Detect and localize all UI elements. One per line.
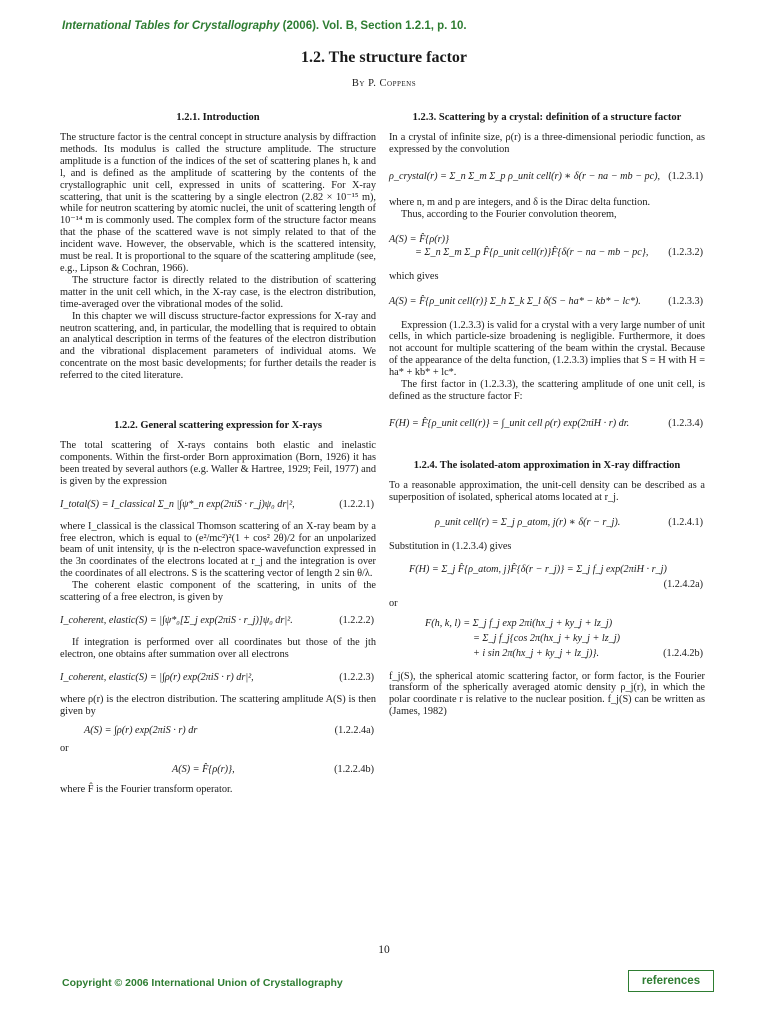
equation-body: I_coherent, elastic(S) = |∫ψ*₀[Σ_j exp(2πiS · r_j)]ψ₀ dr|². [60, 615, 293, 626]
paragraph: where n, m and p are integers, and δ is the Dirac delta function. [389, 196, 651, 208]
paragraph: which gives [389, 270, 439, 282]
equation-1-2-2-2 [60, 614, 376, 627]
equation-number: (1.2.4.1) [668, 516, 703, 528]
equation-1-2-4-2a [389, 563, 705, 590]
paragraph: The structure factor is directly related to the distribution of scattering matter in the unit cell which, in the X-ray case, is the electron distribution, time-averaged over the vibrational modes of the solid. [60, 274, 376, 310]
journal-title: International Tables for Crystallography [62, 20, 280, 32]
section-heading-1-2-4: 1.2.4. The isolated-atom approximation in X-ray diffraction [413, 459, 681, 471]
equation-line: F(h, k, l) = Σ_j f_j exp 2πi(hx_j + ky_j + lz_j) [425, 617, 613, 629]
paragraph: where ρ(r) is the electron distribution. The scattering amplitude A(S) is then given by [60, 693, 376, 717]
author-byline: By P. Coppens [351, 78, 417, 89]
equation-body: ρ_unit cell(r) = Σ_j ρ_atom, j(r) ∗ δ(r − r_j). [435, 516, 621, 528]
section-heading-1-2-3: 1.2.3. Scattering by a crystal: definition of a structure factor [412, 112, 682, 123]
left-column [60, 112, 376, 795]
copyright-notice: Copyright © 2006 International Union of Crystallography [62, 977, 343, 989]
paragraph: If integration is performed over all coordinates but those of the jth electron, one obtains after summation over all electrons [60, 637, 376, 660]
equation-number: (1.2.4.2b) [663, 647, 703, 659]
right-column [389, 112, 705, 718]
equation-1-2-3-1 [389, 170, 705, 183]
equation-body: F(H) = F̂{ρ_unit cell(r)} = ∫_unit cell ρ(r) exp(2πiH · r) dr. [389, 417, 630, 429]
paragraph: Substitution in (1.2.3.4) gives [389, 540, 512, 552]
equation-number: (1.2.3.2) [668, 246, 703, 258]
equation-1-2-3-4 [389, 417, 705, 430]
paragraph: To a reasonable approximation, the unit-cell density can be described as a superposition of isolated, spherical atoms located at r_j. [389, 479, 705, 503]
equation-1-2-2-4a [60, 724, 376, 737]
equation-number: (1.2.3.1) [668, 170, 703, 182]
equation-body: I_total(S) = I_classical Σ_n |∫ψ*_n exp(2πiS · r_j)ψ₀ dr|², [60, 498, 295, 510]
equation-body: A(S) = ∫ρ(r) exp(2πiS · r) dr [84, 724, 198, 736]
equation-body: I_coherent, elastic(S) = |∫ρ(r) exp(2πiS · r) dr|², [60, 671, 254, 683]
journal-header [62, 20, 722, 32]
equation-line: A(S) = F̂{ρ(r)} [389, 233, 450, 245]
equation-1-2-4-1 [389, 516, 705, 529]
equation-number: (1.2.2.4a) [334, 724, 374, 736]
equation-number: (1.2.3.4) [668, 417, 703, 429]
equation-body: ρ_crystal(r) = Σ_n Σ_m Σ_p ρ_unit cell(r) ∗ δ(r − na − mb − pc), [389, 170, 661, 182]
equation-body: F(H) = Σ_j F̂{ρ_atom, j}F̂{δ(r − r_j)} = Σ_j f_j exp(2πiH · r_j) [409, 563, 667, 575]
equation-line: = Σ_n Σ_m Σ_p F̂{ρ_unit cell(r)}F̂{δ(r − na − mb − pc}, [415, 246, 649, 258]
paragraph: where I_classical is the classical Thomson scattering of an X-ray beam by a free electron, which is equal to (e²/mc²)²(1 + cos² 2θ)/2 for an unpolarized beam of unit intensity, ψ is the n-electron space-wavefunction expressed in the 3n coordinates of the electrons located at r_j and the integration is over the coordinates of all electrons. S is the scattering vector of length 2 sin θ/λ. [60, 520, 376, 580]
equation-body: A(S) = F̂{ρ_unit cell(r)} Σ_h Σ_k Σ_l δ(S − ha* − kb* − lc*). [389, 295, 641, 307]
equation-1-2-2-3 [60, 671, 376, 684]
page-number: 10 [378, 944, 390, 956]
paragraph: The structure factor is the central concept in structure analysis by diffraction methods. Its modulus is called the structure amplitude. The structure amplitude is a function of the indices of the set of scattering planes h, k and l, and is defined as the amplitude of scattering by the contents of the crystallographic unit cell, expressed in units of scattering. For X-ray scattering, that unit is the scattering by a single electron (2.82 × 10⁻¹⁵ m), while for neutron scattering by atomic nuclei, the unit of scattering length of 10⁻¹⁴ m is commonly used. The complex form of the structure factor means that the phase of the scattered wave is not simply related to that of the incident wave. However, the observable, which is the scattered intensity, must be real. It is proportional to the square of the scattering amplitude (see, e.g., Lipson & Cochran, 1966). [60, 132, 376, 274]
paragraph: Expression (1.2.3.3) is valid for a crystal with a very large number of unit cells, in which particle-size broadening is negligible. Furthermore, it does not account for multiple scattering of the beam within the crystal. Because of the appearance of the delta function, (1.2.3.3) implies that S = H with H = ha* + kb* + lc*. [389, 319, 705, 379]
equation-number: (1.2.2.4b) [334, 763, 374, 775]
connector-text: or [389, 597, 398, 609]
equation-number: (1.2.4.2a) [663, 578, 703, 590]
paragraph: f_j(S), the spherical atomic scattering factor, or form factor, is the Fourier transform of the spherically averaged atomic density ρ_j(r), in which the polar coordinate r is relative to the nuclear position. f_j(S) can be written as (James, 1982) [389, 670, 705, 718]
paragraph: The total scattering of X-rays contains both elastic and inelastic components. Within the first-order Born approximation (Born, 1926) it has been treated by several authors (e.g. Waller & Hartree, 1929; Feil, 1977) and is given by the expression [60, 440, 376, 487]
equation-number: (1.2.2.3) [339, 671, 374, 683]
connector-text: or [60, 742, 69, 754]
equation-line: = Σ_j f_j{cos 2π(hx_j + ky_j + lz_j) [473, 632, 621, 644]
paragraph: Thus, according to the Fourier convolution theorem, [401, 208, 617, 220]
equation-number: (1.2.3.3) [668, 295, 703, 307]
equation-number: (1.2.2.2) [339, 615, 374, 626]
section-heading-1-2-2: 1.2.2. General scattering expression for X-rays [114, 420, 322, 432]
section-heading-1-2-1: 1.2.1. Introduction [176, 112, 260, 123]
equation-body: A(S) = F̂{ρ(r)}, [172, 763, 235, 775]
equation-line: + i sin 2π(hx_j + ky_j + lz_j)}. [473, 647, 600, 659]
equation-1-2-2-1 [60, 498, 376, 511]
paragraph: In a crystal of infinite size, ρ(r) is a three-dimensional periodic function, as expressed by the convolution [389, 132, 705, 155]
paragraph: In this chapter we will discuss structure-factor expressions for X-ray and neutron scattering, and, in particular, the modelling that is required to obtain an analytical description in terms of the features of the electron distribution and the vibrational displacement parameters of individual atoms. We concentrate on the most basic developments; for further details the reader is referred to the cited literature. [60, 310, 376, 382]
paragraph: The coherent elastic component of the scattering, in units of the scattering of a free electron, is given by [60, 580, 376, 604]
chapter-title: 1.2. The structure factor [300, 49, 468, 66]
paragraph: where F̂ is the Fourier transform operator. [60, 783, 233, 795]
equation-1-2-4-2b [389, 616, 705, 661]
journal-citation: (2006). Vol. B, Section 1.2.1, p. 10. [279, 20, 467, 32]
paragraph: The first factor in (1.2.3.3), the scattering amplitude of one unit cell, is defined as the structure factor F: [389, 379, 705, 402]
equation-1-2-3-3 [389, 295, 705, 308]
references-button[interactable]: references [628, 970, 714, 992]
equation-1-2-3-2 [389, 233, 705, 259]
equation-number: (1.2.2.1) [339, 498, 374, 510]
equation-1-2-2-4b [60, 763, 376, 776]
